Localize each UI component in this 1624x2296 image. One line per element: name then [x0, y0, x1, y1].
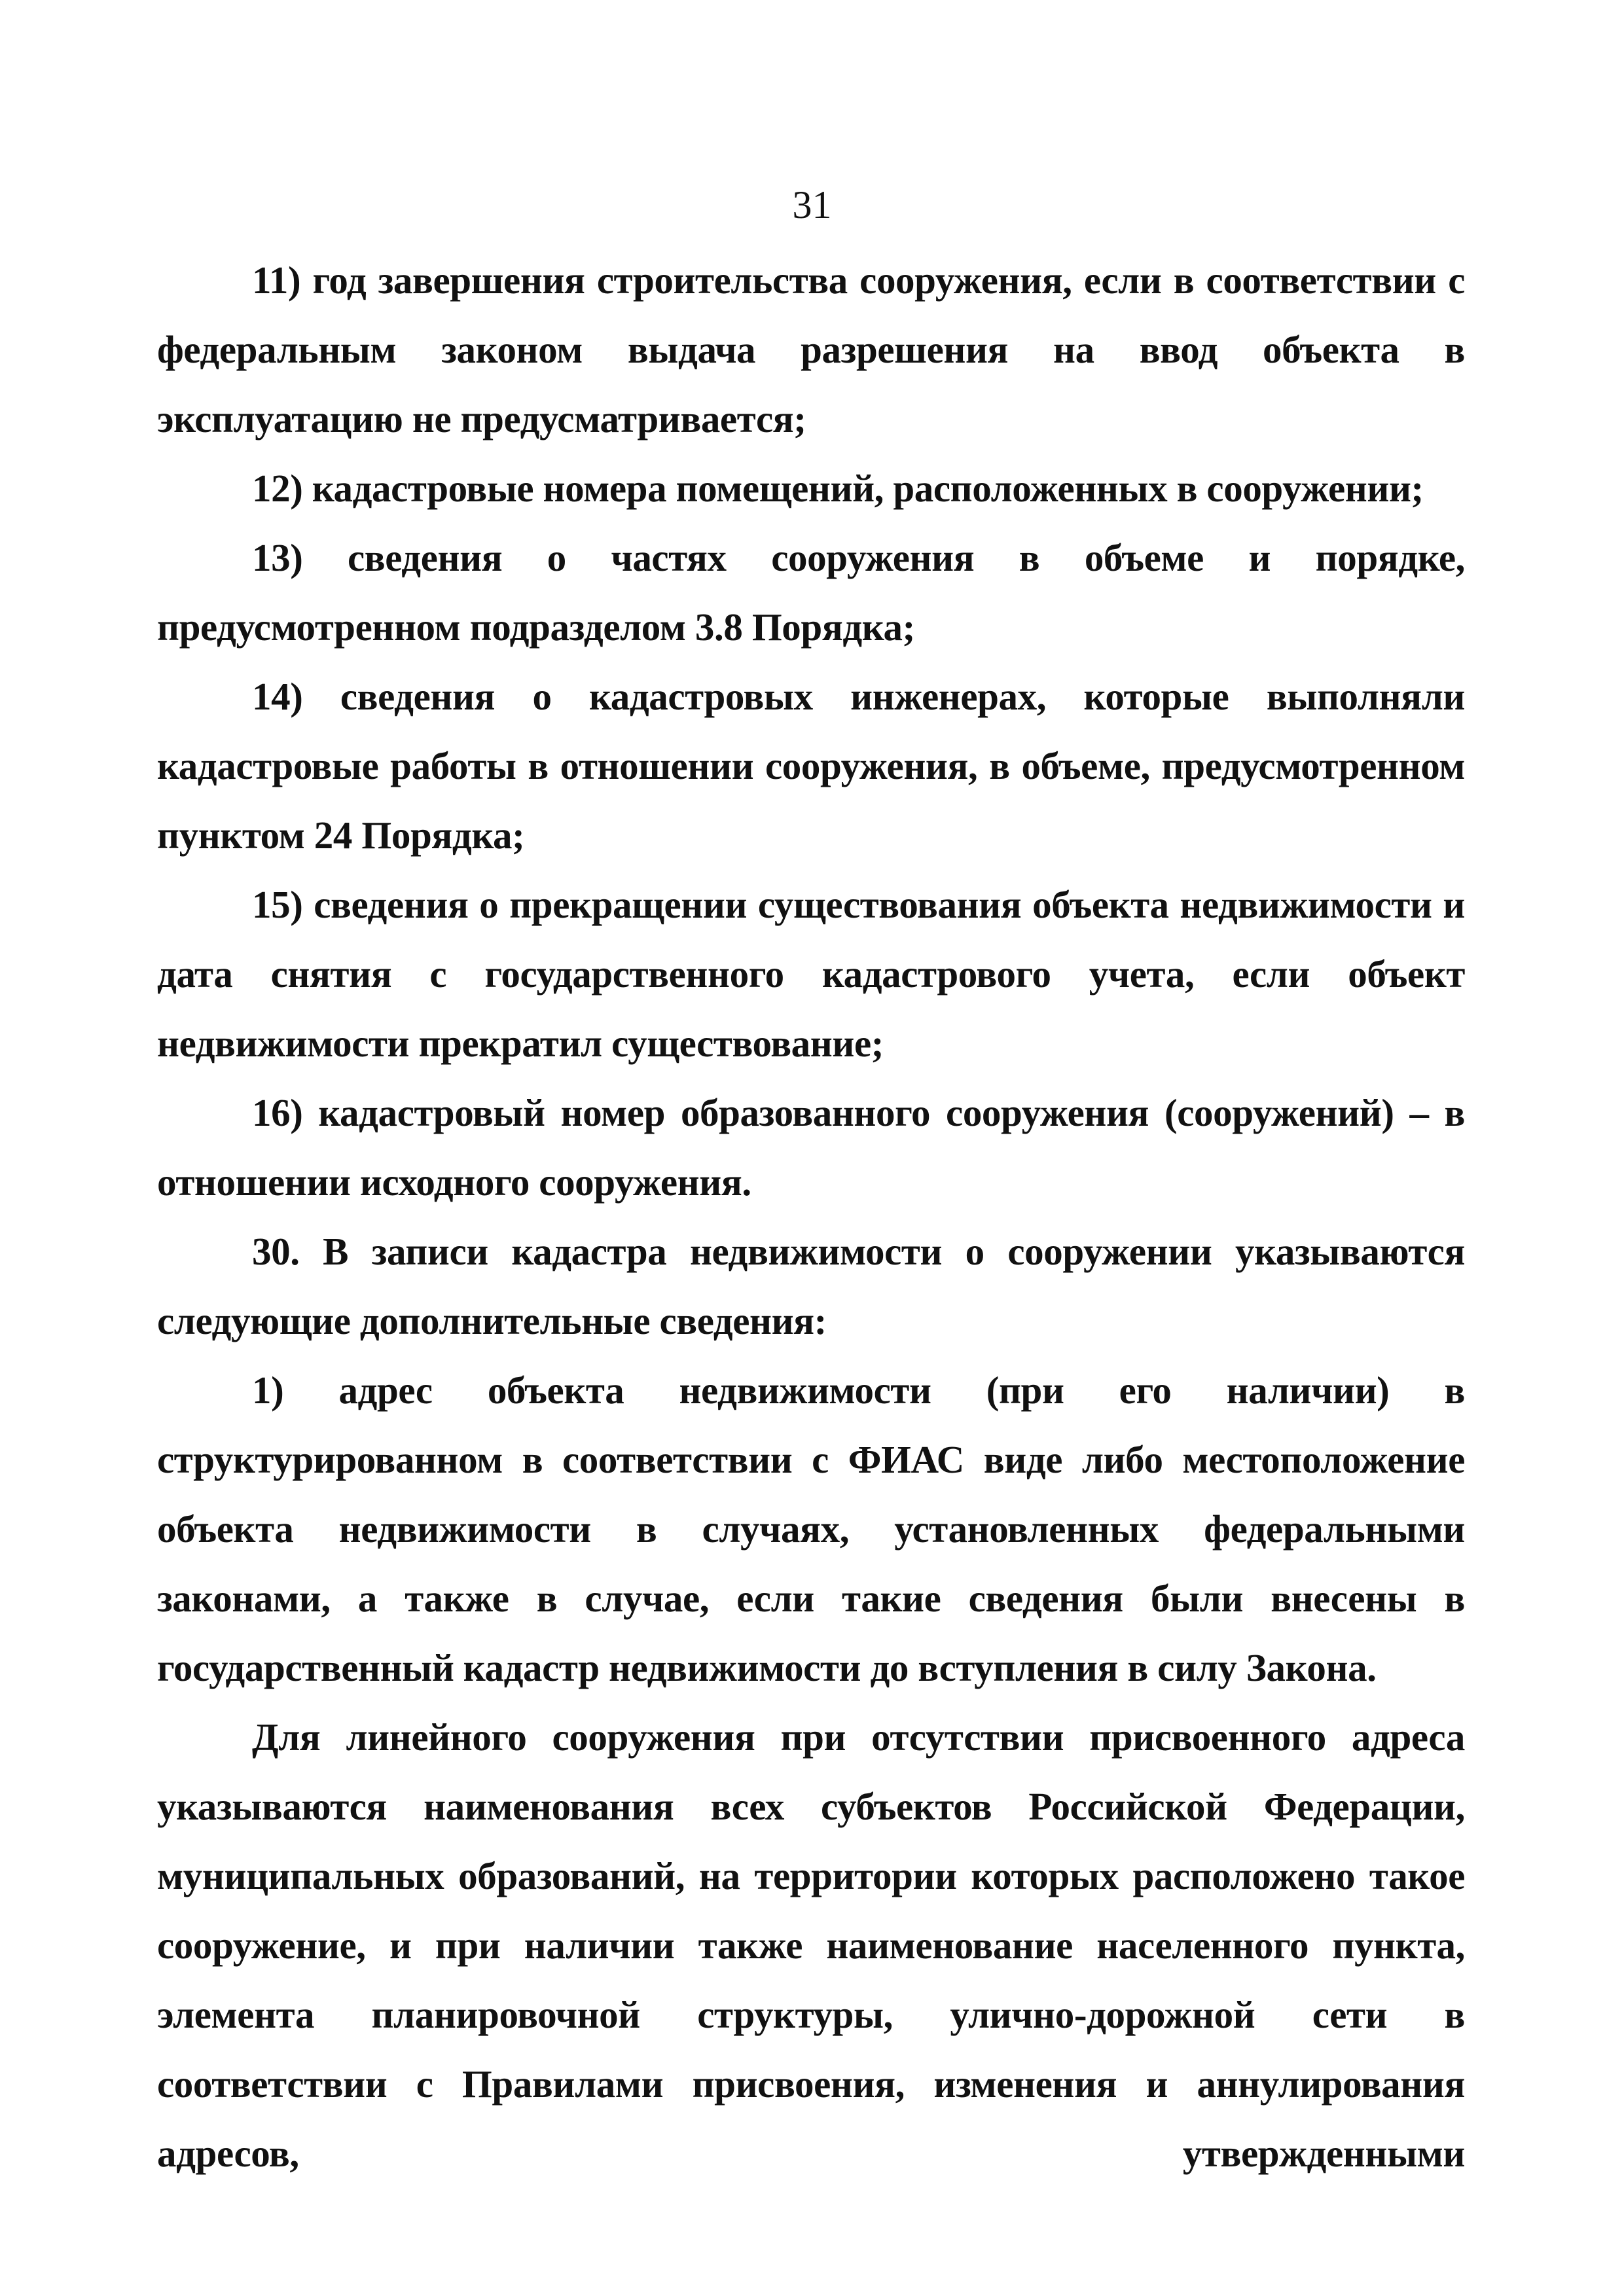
paragraph-clause-30: 30. В записи кадастра недвижимости о сооружении указываются следующие дополнительные сведения:	[157, 1230, 1465, 1342]
paragraph-item-14: 14) сведения о кадастровых инженерах, которые выполняли кадастровые работы в отношении сооружения, в объеме, предусмотренном пунктом 24 Порядка;	[157, 675, 1465, 857]
paragraph-item-1-address: 1) адрес объекта недвижимости (при его наличии) в структурированном в соответствии с ФИАС виде либо местоположение объекта недвижимости в случаях, установленных федеральными законами, а также в случае, если такие сведения были внесены в государственный кадастр недвижимости до вступления в силу Закона.	[157, 1369, 1465, 1689]
paragraph-item-12: 12) кадастровые номера помещений, расположенных в сооружении;	[252, 467, 1424, 510]
paragraph-linear-structure: Для линейного сооружения при отсутствии присвоенного адреса указываются наименования всех субъектов Российской Федерации, муниципальных образований, на территории которых расположено такое сооружение, и при наличии также наименование населенного пункта, элемента планировочной структуры, улично-дорожной сети в соответствии с Правилами присвоения, изменения и аннулирования адресов, утвержденными	[157, 1715, 1465, 2175]
paragraph-item-16: 16) кадастровый номер образованного сооружения (сооружений) – в отношении исходного сооружения.	[157, 1091, 1465, 1204]
page-number: 31	[792, 183, 832, 226]
document-body	[157, 245, 1465, 2188]
paragraph-item-13: 13) сведения о частях сооружения в объеме и порядке, предусмотренном подразделом 3.8 Порядка;	[157, 536, 1465, 649]
paragraph-item-15: 15) сведения о прекращении существования объекта недвижимости и дата снятия с государственного кадастрового учета, если объект недвижимости прекратил существование;	[157, 883, 1465, 1065]
paragraph-item-11: 11) год завершения строительства сооружения, если в соответствии с федеральным законом выдача разрешения на ввод объекта в эксплуатацию не предусматривается;	[157, 259, 1465, 440]
